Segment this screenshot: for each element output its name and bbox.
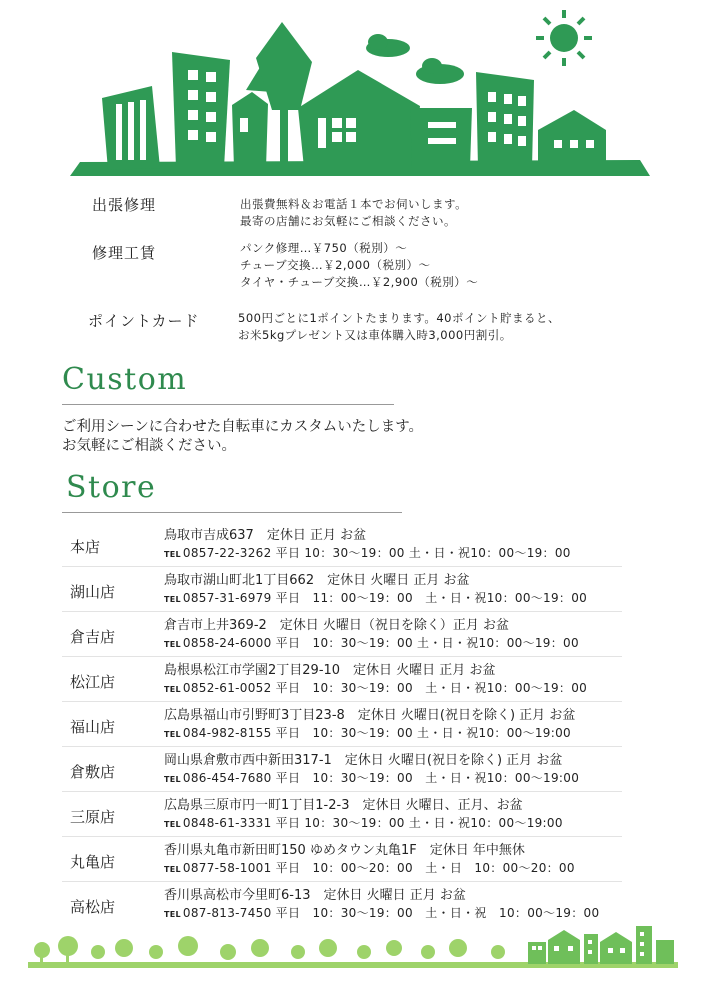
tel-mark: TEL	[164, 550, 181, 559]
custom-divider	[62, 404, 394, 405]
tel-mark: TEL	[164, 910, 181, 919]
footer-town-illustration	[28, 912, 678, 972]
store-tel-hours: 0857-22-3262 平日 10：30～19：00 土・日・祝10：00～19：00	[182, 546, 571, 560]
store-address: 鳥取市湖山町北1丁目662 定休日 火曜日 正月 お盆	[164, 573, 470, 588]
store-tel	[164, 679, 587, 696]
service-line: タイヤ・チューブ交換…￥2,900（税別）～	[240, 275, 479, 289]
custom-line: お気軽にご相談ください。	[62, 438, 236, 454]
store-tel	[164, 589, 587, 606]
tel-mark: TEL	[164, 775, 181, 784]
row-divider	[62, 611, 622, 612]
store-name: 丸亀店	[70, 853, 116, 871]
tel-mark: TEL	[164, 685, 181, 694]
store-tel	[164, 634, 579, 651]
store-tel-hours: 084-982-8155 平日 10：30～19：00 土・日・祝10：00～19:00	[182, 726, 571, 740]
row-divider	[62, 656, 622, 657]
service-line: パンク修理…￥750（税別）～	[240, 241, 408, 255]
service-text-point-card	[238, 310, 560, 344]
row-divider	[62, 836, 622, 837]
store-tel	[164, 544, 571, 561]
custom-heading: Custom	[62, 362, 188, 397]
service-line: 500円ごとに1ポイントたまります。40ポイント貯まると、	[238, 311, 560, 325]
store-tel	[164, 814, 563, 831]
store-tel-hours: 0858-24-6000 平日 10：30～19：00 土・日・祝10：00～19：00	[182, 636, 579, 650]
store-name: 福山店	[70, 718, 116, 736]
tel-mark: TEL	[164, 865, 181, 874]
store-row-honten	[62, 524, 662, 569]
tel-mark: TEL	[164, 640, 181, 649]
store-address: 島根県松江市学園2丁目29-10 定休日 火曜日 正月 お盆	[164, 663, 496, 678]
service-line: お米5kgプレゼント又は車体購入時3,000円割引。	[238, 328, 512, 342]
store-tel	[164, 769, 579, 786]
store-name: 三原店	[70, 808, 116, 826]
store-row-kurayoshi	[62, 614, 662, 659]
store-row-matsue	[62, 659, 662, 704]
tel-mark: TEL	[164, 595, 181, 604]
row-divider	[62, 881, 622, 882]
store-address: 広島県三原市円一町1丁目1-2-3 定休日 火曜日、正月、お盆	[164, 798, 523, 813]
service-text-dispatch	[240, 196, 467, 230]
store-row-marugame	[62, 839, 662, 884]
store-address: 岡山県倉敷市西中新田317-1 定休日 火曜日(祝日を除く) 正月 お盆	[164, 753, 563, 768]
store-tel	[164, 859, 575, 876]
store-address: 倉吉市上井369-2 定休日 火曜日（祝日を除く）正月 お盆	[164, 618, 510, 633]
tel-mark: TEL	[164, 730, 181, 739]
store-heading: Store	[66, 470, 157, 505]
custom-description	[62, 418, 423, 456]
row-divider	[62, 566, 622, 567]
store-address: 香川県高松市今里町6-13 定休日 火曜日 正月 お盆	[164, 888, 466, 903]
row-divider	[62, 701, 622, 702]
store-tel-hours: 0857-31-6979 平日 11：00～19：00 土・日・祝10：00～19：00	[182, 591, 588, 605]
store-name: 松江店	[70, 673, 116, 691]
row-divider	[62, 746, 622, 747]
store-row-koyama	[62, 569, 662, 614]
store-tel-hours: 0852-61-0052 平日 10：30～19：00 土・日・祝10：00～19：00	[182, 681, 588, 695]
store-name: 高松店	[70, 898, 116, 916]
store-name: 本店	[70, 538, 101, 556]
custom-line: ご利用シーンに合わせた自転車にカスタムいたします。	[62, 419, 424, 435]
store-name: 湖山店	[70, 583, 116, 601]
store-row-mihara	[62, 794, 662, 839]
store-row-fukuyama	[62, 704, 662, 749]
store-address: 広島県福山市引野町3丁目23-8 定休日 火曜日(祝日を除く) 正月 お盆	[164, 708, 576, 723]
service-label-repair-fee: 修理工賃	[92, 244, 157, 262]
service-line: 最寄の店舗にお気軽にご相談ください。	[240, 214, 456, 228]
store-address: 香川県丸亀市新田町150 ゆめタウン丸亀1F 定休日 年中無休	[164, 843, 525, 858]
store-divider	[62, 512, 402, 513]
city-skyline-illustration	[60, 0, 660, 180]
row-divider	[62, 791, 622, 792]
service-text-repair-fee	[240, 240, 478, 291]
store-tel	[164, 724, 571, 741]
store-tel-hours: 086-454-7680 平日 10：30～19：00 土・日・祝10：00～19:00	[182, 771, 580, 785]
service-label-point-card: ポイントカード	[88, 312, 200, 330]
service-label-dispatch: 出張修理	[92, 196, 157, 214]
store-tel-hours: 087-813-7450 平日 10：30～19：00 土・日・祝 10：00～19：00	[182, 906, 600, 920]
service-line: 出張費無料＆お電話１本でお伺いします。	[240, 197, 468, 211]
store-name: 倉吉店	[70, 628, 116, 646]
store-tel-hours: 0877-58-1001 平日 10：00～20：00 土・日 10：00～20：00	[182, 861, 575, 875]
store-tel-hours: 0848-61-3331 平日 10：30～19：00 土・日・祝10：00～19:00	[182, 816, 563, 830]
store-address: 鳥取市吉成637 定休日 正月 お盆	[164, 528, 367, 543]
store-row-kurashiki	[62, 749, 662, 794]
store-name: 倉敷店	[70, 763, 116, 781]
tel-mark: TEL	[164, 820, 181, 829]
service-line: チューブ交換…￥2,000（税別）～	[240, 258, 431, 272]
